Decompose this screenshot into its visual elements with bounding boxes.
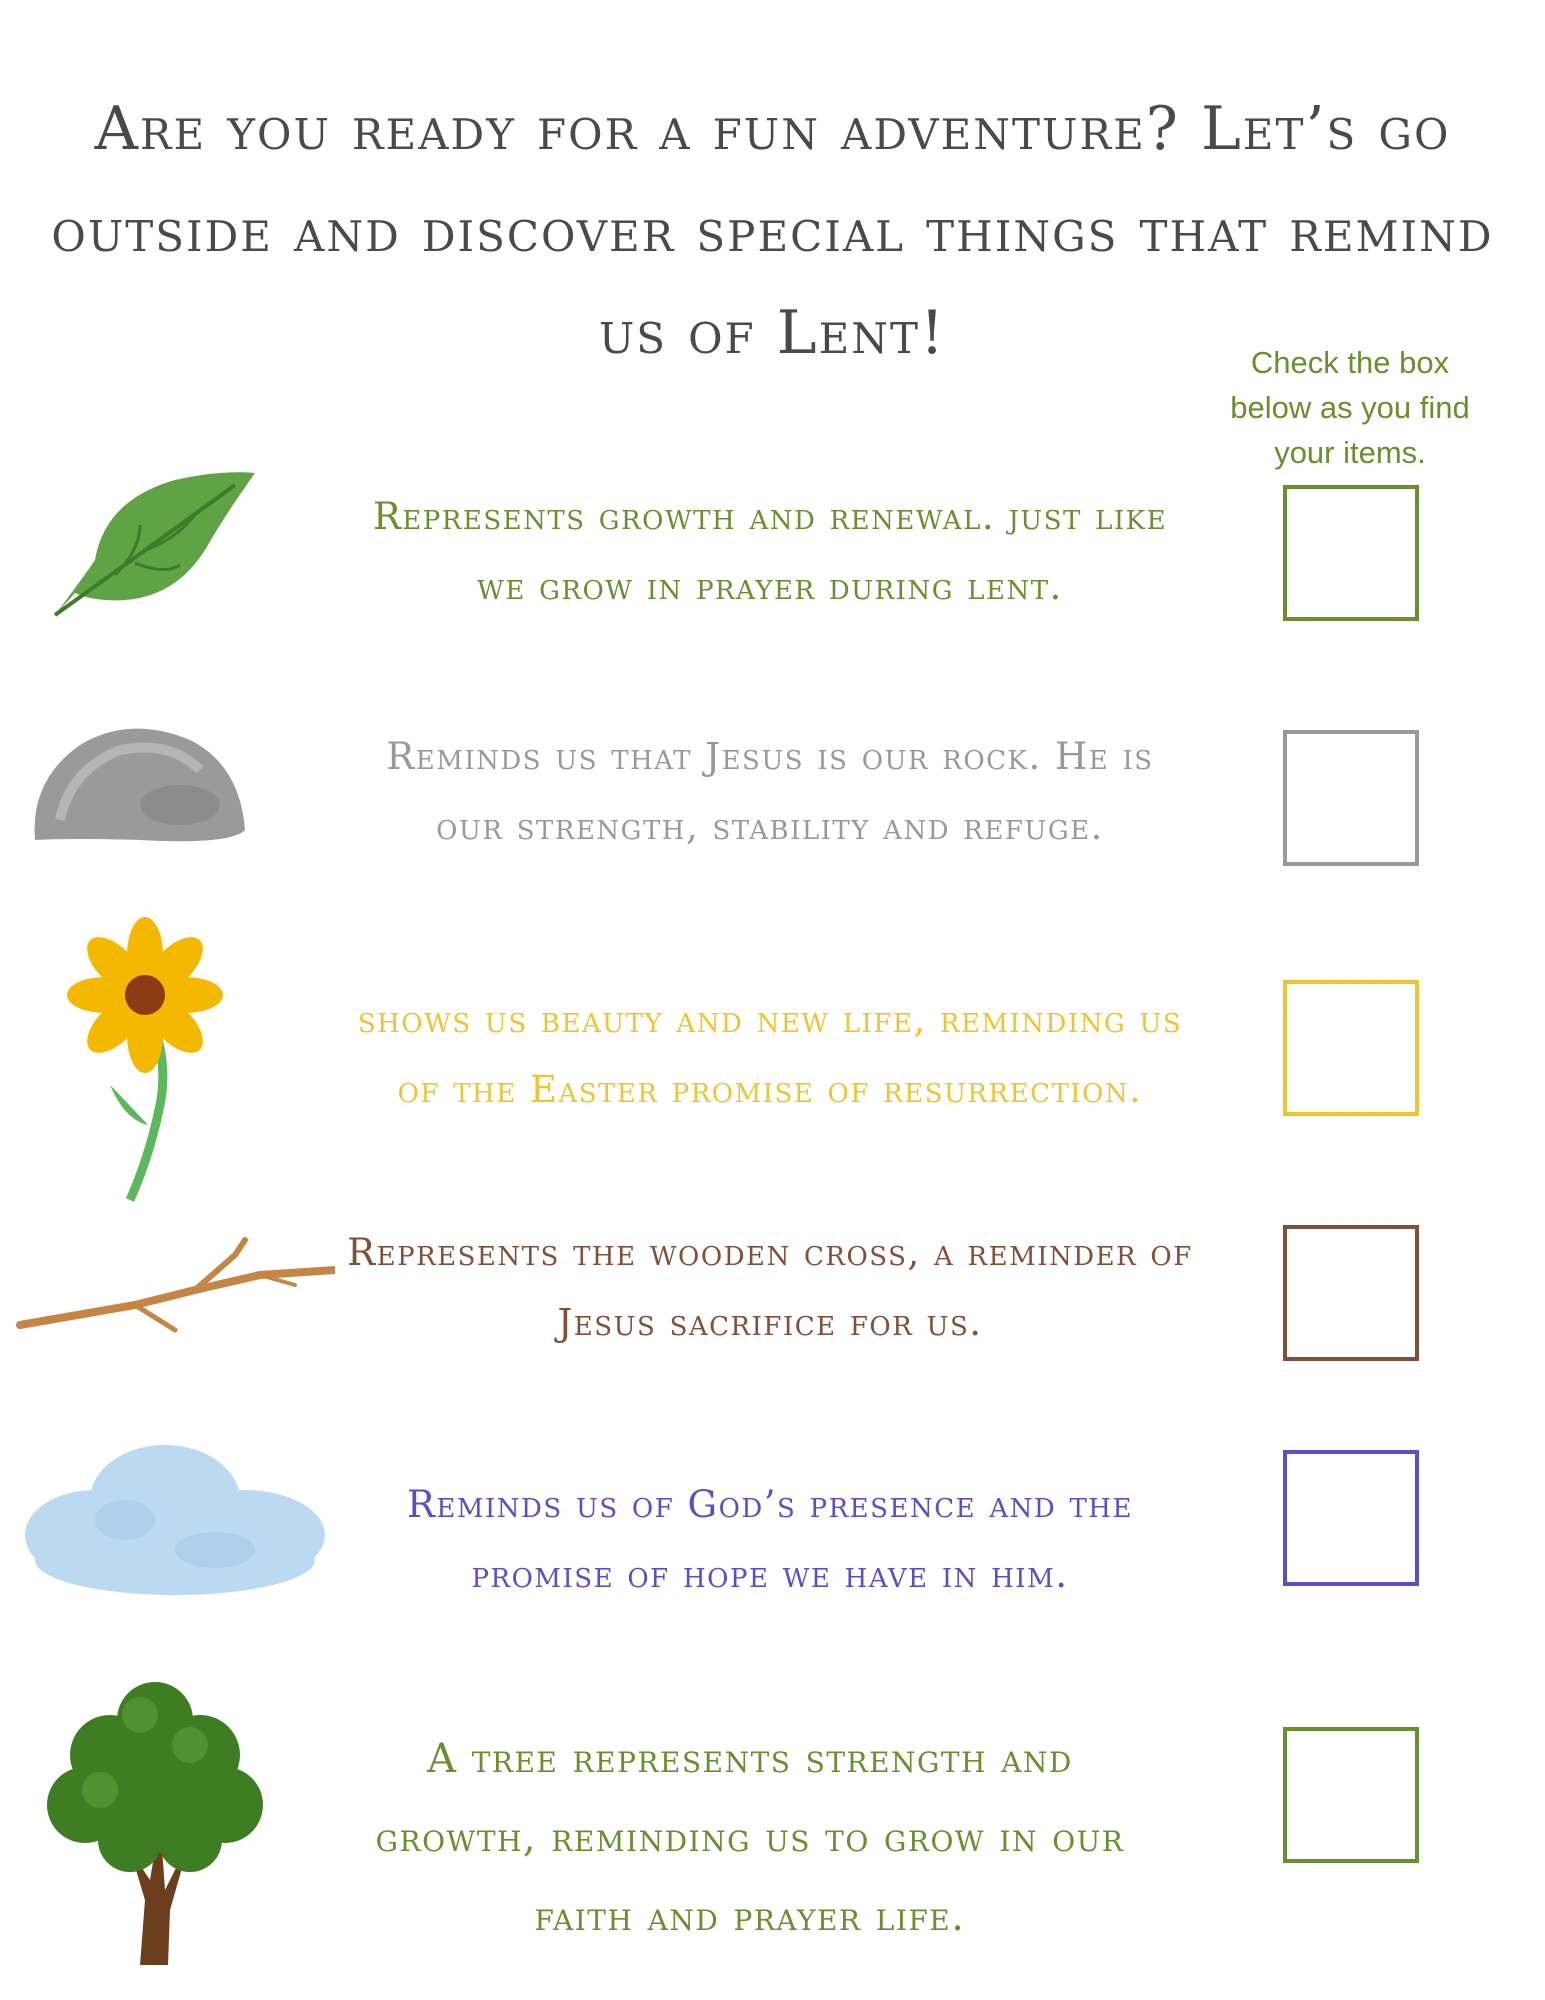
item-description-line-1: shows us beauty and new life, reminding us: [357, 998, 1183, 1041]
item-checkbox-cloud[interactable]: [1283, 1450, 1419, 1586]
item-checkbox-rock[interactable]: [1283, 730, 1419, 866]
instructions-line-3: your items.: [1274, 435, 1426, 470]
item-description: [280, 1218, 1260, 1358]
instructions-line-2: below as you find: [1230, 390, 1470, 425]
page-title: [20, 78, 1525, 384]
item-description-line-1: A tree represents strength and: [427, 1736, 1073, 1782]
title-line-3: us of Lent!: [598, 298, 947, 368]
item-description-line-1: Reminds us that Jesus is our rock. He is: [386, 735, 1154, 778]
item-description: [280, 482, 1260, 622]
item-description-line-2: of the Easter promise of resurrection.: [397, 1068, 1143, 1111]
item-checkbox-tree[interactable]: [1283, 1727, 1419, 1863]
item-description-line-2: our strength, stability and refuge.: [436, 805, 1104, 848]
item-description-line-2: growth, reminding us to grow in our: [375, 1815, 1125, 1861]
item-checkbox-leaf[interactable]: [1283, 485, 1419, 621]
item-checkbox-flower[interactable]: [1283, 980, 1419, 1116]
instructions-line-1: Check the box: [1250, 345, 1450, 380]
item-description-line-2: promise of hope we have in him.: [471, 1553, 1069, 1596]
leaf-icon: [45, 465, 265, 625]
item-description-line-1: Represents growth and renewal. just like: [372, 495, 1168, 538]
item-description: [280, 722, 1260, 862]
title-line-2: outside and discover special things that remind: [51, 196, 1494, 266]
title-line-1: Are you ready for a fun adventure? Let’s go: [94, 94, 1451, 164]
item-description: [280, 985, 1260, 1125]
item-description-line-2: we grow in prayer during lent.: [477, 565, 1063, 608]
rock-icon: [30, 710, 250, 850]
item-checkbox-stick[interactable]: [1283, 1225, 1419, 1361]
item-description-line-1: Reminds us of God’s presence and the: [407, 1483, 1133, 1526]
flower-icon: [50, 915, 250, 1205]
item-description: [240, 1720, 1260, 1957]
item-description: [280, 1470, 1260, 1610]
item-description-line-1: Represents the wooden cross, a reminder of: [347, 1231, 1193, 1274]
tree-icon: [40, 1680, 270, 1970]
checkbox-instructions: [1190, 340, 1510, 475]
item-description-line-2: Jesus sacrifice for us.: [557, 1301, 983, 1344]
item-description-line-3: faith and prayer life.: [534, 1894, 966, 1940]
